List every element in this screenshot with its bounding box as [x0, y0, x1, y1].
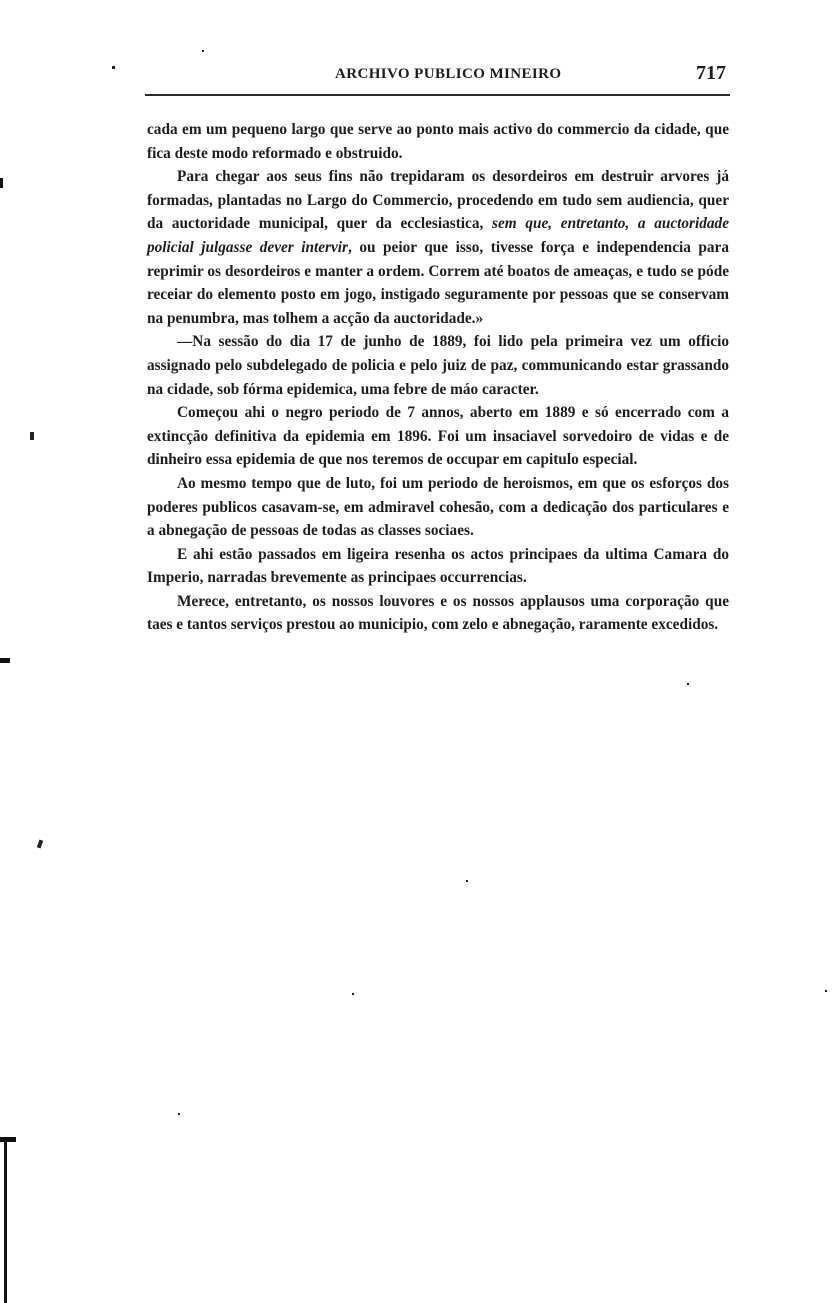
paragraph-continuation: cada em um pequeno largo que serve ao ponto mais activo do commercio da cidade, que fica deste modo reformado e obstruido.: [147, 121, 729, 162]
paragraph-text: , ou peior que isso, tivesse força e independencia para reprimir os desordeiros e manter a ordem. Correm até boatos de ameaças, e tudo se póde receiar do elemento posto em jogo, instigado seguramente por pessoas que se conservam na penumbra, mas tolhem a acção da auctoridade.»: [147, 238, 729, 327]
running-title: ARCHIVO PUBLICO MINEIRO: [335, 66, 562, 82]
scan-speck: [352, 993, 354, 995]
scan-speck: [466, 880, 468, 882]
margin-mark: [0, 658, 10, 663]
running-head: [145, 62, 730, 92]
italic-phrase: sem que, entretanto, a auctoridade policial julgasse dever intervir: [147, 215, 729, 256]
margin-mark: [0, 1137, 16, 1142]
margin-mark: [0, 178, 3, 188]
paragraph: Merece, entretanto, os nossos louvores e os nossos applausos uma corporação que taes e tantos serviços prestou ao municipio, com zelo e abnegação, raramente excedidos.: [147, 592, 729, 634]
paragraph: Ao mesmo tempo que de luto, foi um periodo de heroismos, em que os esforços dos poderes publicos casavam-se, em admiravel cohesão, com a dedicação dos particulares e a abnegação de pessoas de todas as classes sociaes.: [147, 474, 729, 540]
paragraph: E ahi estão passados em ligeira resenha os actos principaes da ultima Camara do Imperio, narradas brevemente as principaes occurrencias.: [147, 545, 729, 587]
paragraph: Começou ahi o negro periodo de 7 annos, aberto em 1889 e só encerrado com a extincção definitiva da epidemia em 1896. Foi um insaciavel sorvedoiro de vidas e de dinheiro essa epidemia de que nos teremos de occupar em capitulo especial.: [147, 404, 729, 469]
paragraph: [147, 165, 729, 330]
page-number: 717: [696, 62, 726, 84]
scan-speck: [202, 50, 204, 52]
scan-speck: [178, 1113, 180, 1115]
scan-speck: [825, 990, 827, 992]
header-rule: [145, 94, 730, 96]
body-text: [147, 118, 729, 637]
scan-speck: [30, 432, 34, 440]
paragraph-text: Para chegar aos seus fins não trepidaram os desordeiros em destruir arvores já formadas, plantadas no Largo do Commercio, procedendo em tudo sem audiencia, quer da auctoridade municipal, quer da ecclesiastica,: [147, 168, 729, 233]
margin-mark: [4, 1142, 7, 1303]
paragraph: —Na sessão do dia 17 de junho de 1889, foi lido pela primeira vez um officio assignado pelo subdelegado de policia e pelo juiz de paz, communicando estar grassando na cidade, sob fórma epidemica, uma febre de máo caracter.: [147, 333, 729, 398]
scan-speck: [687, 683, 689, 685]
scan-speck: [112, 66, 115, 69]
scan-speck: [37, 840, 43, 849]
